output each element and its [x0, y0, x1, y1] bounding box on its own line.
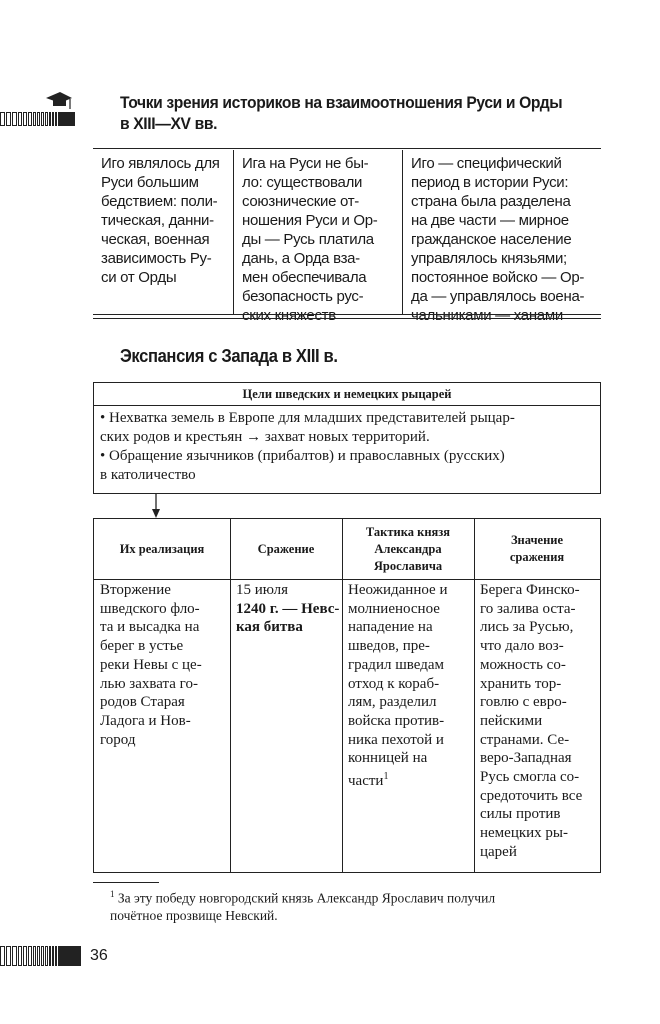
- section-title-expansion: Экспансия с Запада в XIII в.: [120, 346, 338, 366]
- decorative-barcode-icon: [0, 112, 76, 126]
- view-cell-3: Иго — специфический период в истории Руси: страна была разделена на две части — мирное гражданское население управлялось князьями; постоянное войско — Ор- да — управлялось воена- чальниками — ханами: [402, 150, 601, 314]
- header-realization: Их реализация: [119, 541, 205, 556]
- neva-battle-table: [93, 518, 601, 873]
- footnote-mark: 1: [110, 889, 115, 899]
- header-tactics: Тактика князя Александра Ярославича: [365, 524, 451, 573]
- cell-significance: Берега Финско- го залива оста- лись за Русью, что дало воз- можность со- хранить тор- говлю с евро- пейскими странами. Се- веро-Западная Русь смогла со- средоточить все силы против немецких ры- царей: [480, 582, 583, 860]
- cell-battle: [230, 581, 342, 637]
- footnote-ref: 1: [383, 771, 389, 783]
- view-cell-2: Ига на Руси не бы- ло: существовали союзнические от- ношения Руси и Ор- ды — Русь платила дань, а Орда вза- мен обеспечивала безопасность рус- ских княжеств: [233, 150, 403, 314]
- table-bottom-double-rule: [93, 314, 601, 319]
- cell-realization: Вторжение шведского фло- та и высадка на берег в устье реки Невы с це- лью захвата го- родов Старая Ладога и Нов- город: [100, 582, 202, 748]
- historians-table: [93, 150, 601, 324]
- goal-item: • Нехватка земель в Европе для младших представителей рыцар- ских родов и крестьян → захват новых территорий.: [100, 410, 515, 445]
- view-cell-1: Иго являлось для Руси большим бедствием: поли- тическая, данни- ческая, военная зависимость Ру- си от Орды: [101, 155, 220, 286]
- tactics-text: Неожиданное и молниеносное нападение на шведов, пре- градил шведам отход к кораб- лям, разделил войска против- ника пехотой и конницей на части: [348, 582, 448, 790]
- footnote-text: За эту победу новгородский князь Александр Ярославич получил почётное прозвище Невский.: [110, 890, 496, 923]
- footnote-rule: [93, 882, 159, 883]
- header-battle: Сражение: [257, 541, 315, 556]
- decorative-barcode-icon: [0, 946, 82, 966]
- footnote: [110, 886, 610, 924]
- table-top-rule: [93, 148, 601, 149]
- goals-box: [93, 382, 601, 494]
- battle-date: 15 июля: [236, 582, 288, 598]
- cell-tactics: [342, 581, 476, 791]
- goal-item: • Обращение язычников (прибалтов) и православных (русских) в католичество: [100, 448, 505, 483]
- battle-name: 1240 г. — Невс- кая битва: [236, 600, 340, 636]
- section-title-historians: Точки зрения историков на взаимоотношения Руси и Орды в XIII—XV вв.: [120, 93, 563, 133]
- header-significance: Значение сражения: [509, 533, 565, 564]
- goals-header: Цели шведских и немецких рыцарей: [94, 383, 600, 406]
- page-number: 36: [90, 947, 108, 964]
- header-divider: [94, 579, 600, 580]
